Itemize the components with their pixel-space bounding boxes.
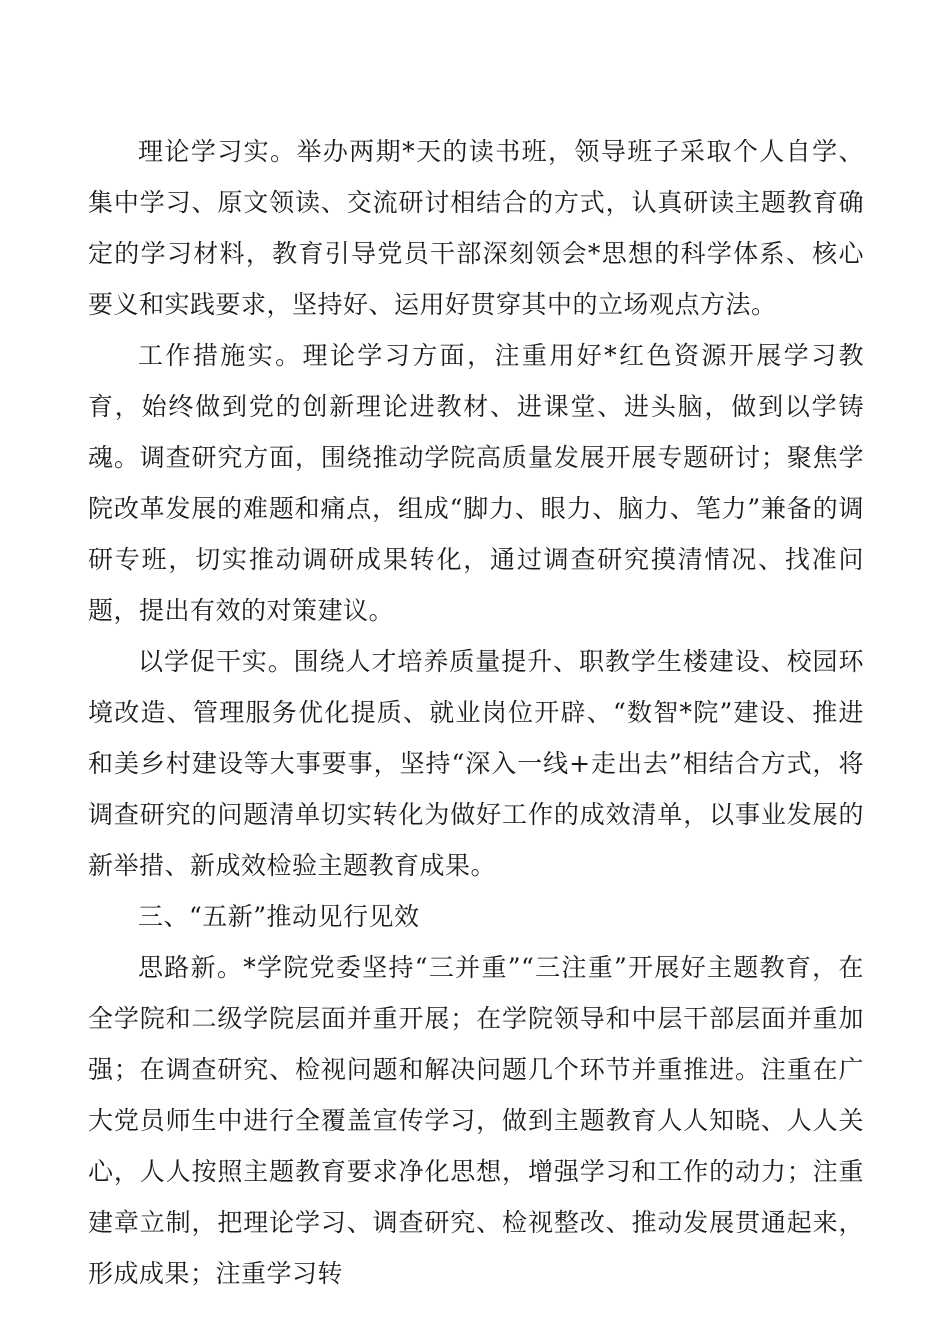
section-heading: 三、“五新”推动见行见效 xyxy=(138,902,420,931)
paragraph-work-measures: 工作措施实。理论学习方面，注重用好*红色资源开展学习教育，始终做到党的创新理论进教材、进课堂、进头脑，做到以学铸魂。调查研究方面，围绕推动学院高质量发展开展专题研讨；聚焦学院改革发展的难题和痛点，组成“脚力、眼力、脑力、笔力”兼备的调研专班，切实推动调研成果转化，通过调查研究摸清情况、找准问题，提出有效的对策建议。 xyxy=(88,341,864,625)
paragraph-new-ideas: 思路新。*学院党委坚持“三并重”“三注重”开展好主题教育，在全学院和二级学院层面并重开展；在学院领导和中层干部层面并重加强；在调查研究、检视问题和解决问题几个环节并重推进。注重在广大党员师生中进行全覆盖宣传学习，做到主题教育人人知晓、人人关心，人人按照主题教育要求净化思想，增强学习和工作的动力；注重建章立制，把理论学习、调查研究、检视整改、推动发展贯通起来，形成成果；注重学习转 xyxy=(88,953,864,1288)
document-body xyxy=(88,126,864,1299)
paragraph-study-promotes-work: 以学促干实。围绕人才培养质量提升、职教学生楼建设、校园环境改造、管理服务优化提质、就业岗位开辟、“数智*院”建设、推进和美乡村建设等大事要事，坚持“深入一线+走出去”相结合方式，将调查研究的问题清单切实转化为做好工作的成效清单，以事业发展的新举措、新成效检验主题教育成果。 xyxy=(88,647,864,880)
paragraph-theory-study: 理论学习实。举办两期*天的读书班，领导班子采取个人自学、集中学习、原文领读、交流研讨相结合的方式，认真研读主题教育确定的学习材料，教育引导党员干部深刻领会*思想的科学体系、核心要义和实践要求，坚持好、运用好贯穿其中的立场观点方法。 xyxy=(88,137,864,319)
